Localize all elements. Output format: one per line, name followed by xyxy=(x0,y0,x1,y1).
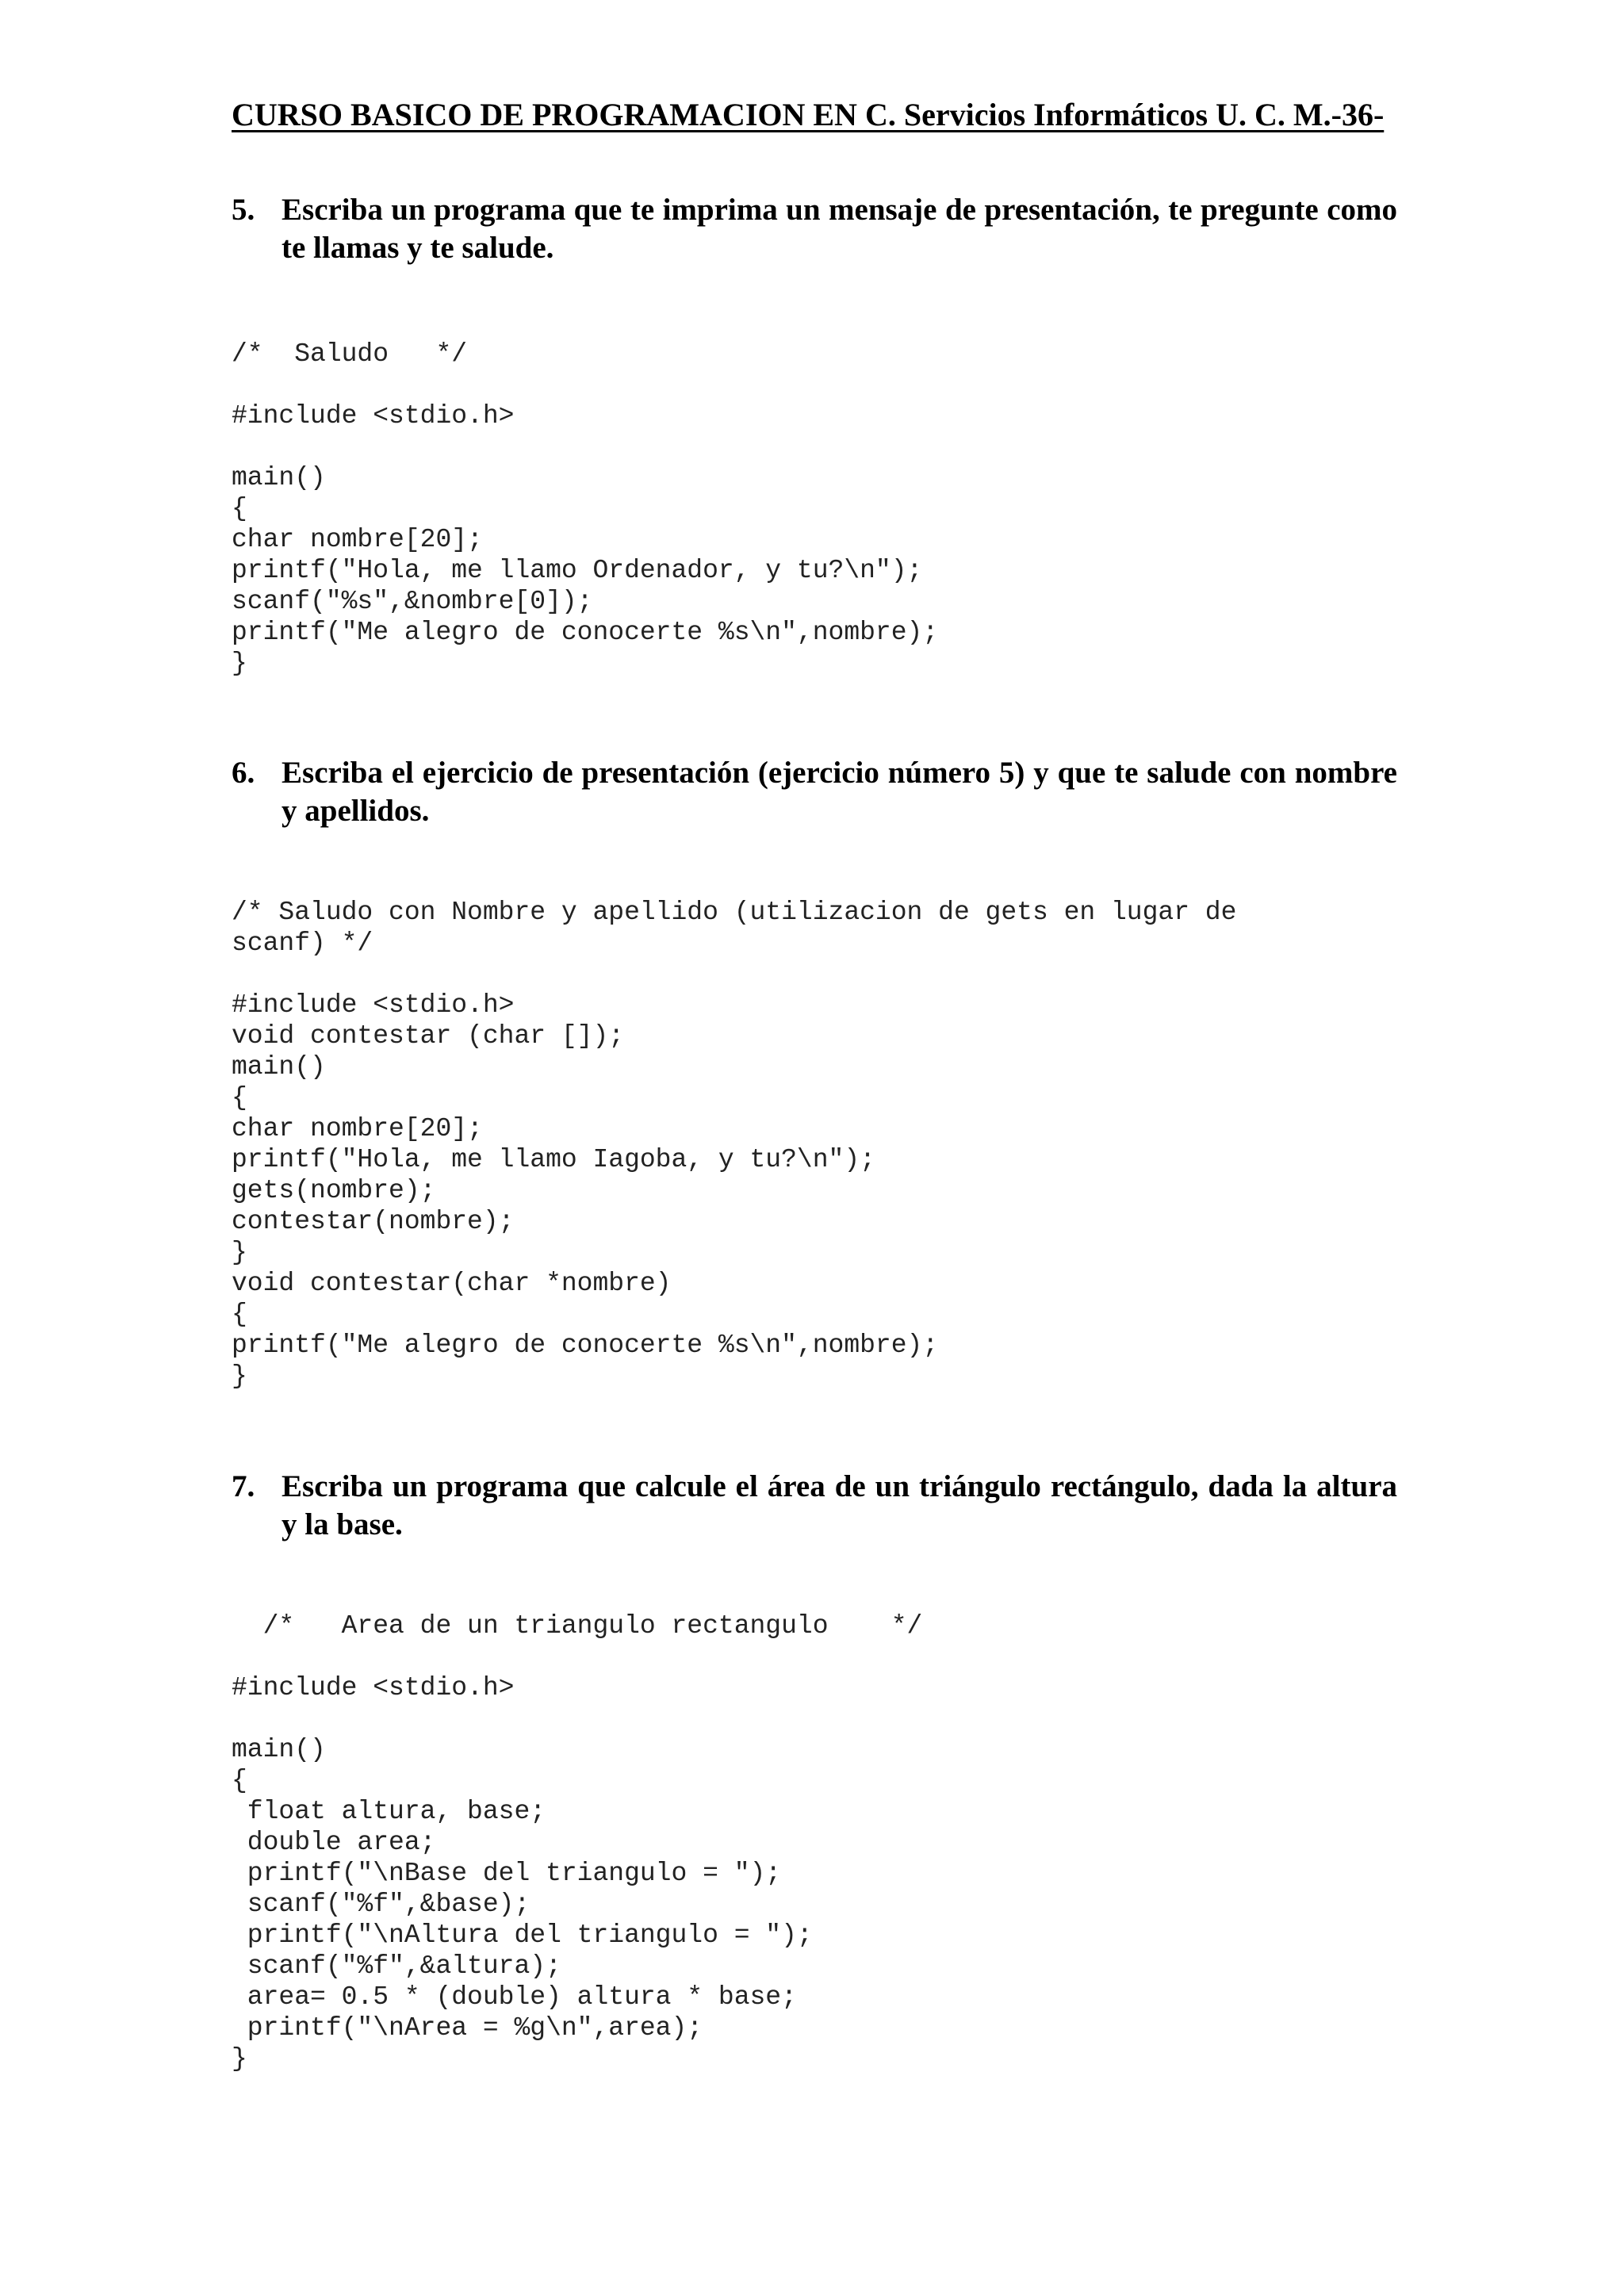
code-line: float altura, base; xyxy=(232,1797,546,1826)
code-line xyxy=(232,1641,1397,1672)
code-line: scanf("%f",&base); xyxy=(232,1890,530,1919)
code-line: area= 0.5 * (double) altura * base; xyxy=(232,1982,797,2012)
question-text: Escriba el ejercicio de presentación (ejercicio número 5) y que te salude con nombre y apellidos. xyxy=(282,756,1397,828)
code-line: #include <stdio.h> xyxy=(232,1673,515,1702)
exercise-7-code xyxy=(232,1610,1397,2074)
code-line: printf("\nArea = %g\n",area); xyxy=(232,2013,703,2043)
code-line: } xyxy=(232,649,247,678)
exercise-6-code xyxy=(232,897,1397,1392)
code-line: scanf("%s",&nombre[0]); xyxy=(232,587,593,616)
code-line: double area; xyxy=(232,1828,436,1857)
code-line xyxy=(232,959,1397,990)
exercise-6 xyxy=(232,754,1397,1392)
code-line: char nombre[20]; xyxy=(232,525,483,554)
code-line: #include <stdio.h> xyxy=(232,990,515,1020)
exercise-5 xyxy=(232,191,1397,679)
code-line: #include <stdio.h> xyxy=(232,401,515,431)
code-line: gets(nombre); xyxy=(232,1176,436,1205)
exercise-5-code xyxy=(232,339,1397,679)
page-header: CURSO BASICO DE PROGRAMACION EN C. Servicios Informáticos U. C. M.-36- xyxy=(232,97,1385,132)
code-line: char nombre[20]; xyxy=(232,1114,483,1143)
code-line: main() xyxy=(232,1052,326,1082)
code-line xyxy=(232,1703,1397,1734)
code-line: scanf("%f",&altura); xyxy=(232,1951,561,1981)
code-line: printf("\nAltura del triangulo = "); xyxy=(232,1921,813,1950)
question-text: Escriba un programa que calcule el área de un triángulo rectángulo, dada la altura y la base. xyxy=(282,1469,1397,1541)
code-line: } xyxy=(232,1238,247,1267)
code-line: printf("Hola, me llamo Ordenador, y tu?\n"); xyxy=(232,556,923,585)
code-line: printf("\nBase del triangulo = "); xyxy=(232,1859,782,1888)
code-line: } xyxy=(232,2044,247,2074)
code-line: printf("Hola, me llamo Iagoba, y tu?\n"); xyxy=(232,1145,875,1174)
code-line: { xyxy=(232,1300,247,1329)
code-line: { xyxy=(232,1766,247,1795)
code-line xyxy=(232,431,1397,462)
code-line: { xyxy=(232,494,247,523)
code-line: main() xyxy=(232,1735,326,1764)
code-line: printf("Me alegro de conocerte %s\n",nombre); xyxy=(232,1331,939,1360)
exercise-6-question xyxy=(232,754,1397,830)
code-line: void contestar (char []); xyxy=(232,1021,625,1051)
exercise-number: 5. xyxy=(232,193,255,227)
code-line: { xyxy=(232,1083,247,1113)
code-line: /* Saludo */ xyxy=(232,339,468,369)
question-text: Escriba un programa que te imprima un mensaje de presentación, te pregunte como te llamas y te salude. xyxy=(282,193,1397,265)
exercise-7 xyxy=(232,1468,1397,2074)
code-line: scanf) */ xyxy=(232,929,373,958)
code-line: main() xyxy=(232,463,326,492)
code-line: /* Area de un triangulo rectangulo */ xyxy=(232,1611,923,1641)
code-line: void contestar(char *nombre) xyxy=(232,1269,672,1298)
code-line xyxy=(232,370,1397,400)
exercise-number: 6. xyxy=(232,756,255,790)
code-line: printf("Me alegro de conocerte %s\n",nombre); xyxy=(232,618,939,647)
code-line: /* Saludo con Nombre y apellido (utilizacion de gets en lugar de xyxy=(232,898,1237,927)
exercise-5-question xyxy=(232,191,1397,267)
code-line: } xyxy=(232,1361,247,1391)
code-line: contestar(nombre); xyxy=(232,1207,515,1236)
exercise-number: 7. xyxy=(232,1469,255,1503)
exercise-7-question xyxy=(232,1468,1397,1544)
